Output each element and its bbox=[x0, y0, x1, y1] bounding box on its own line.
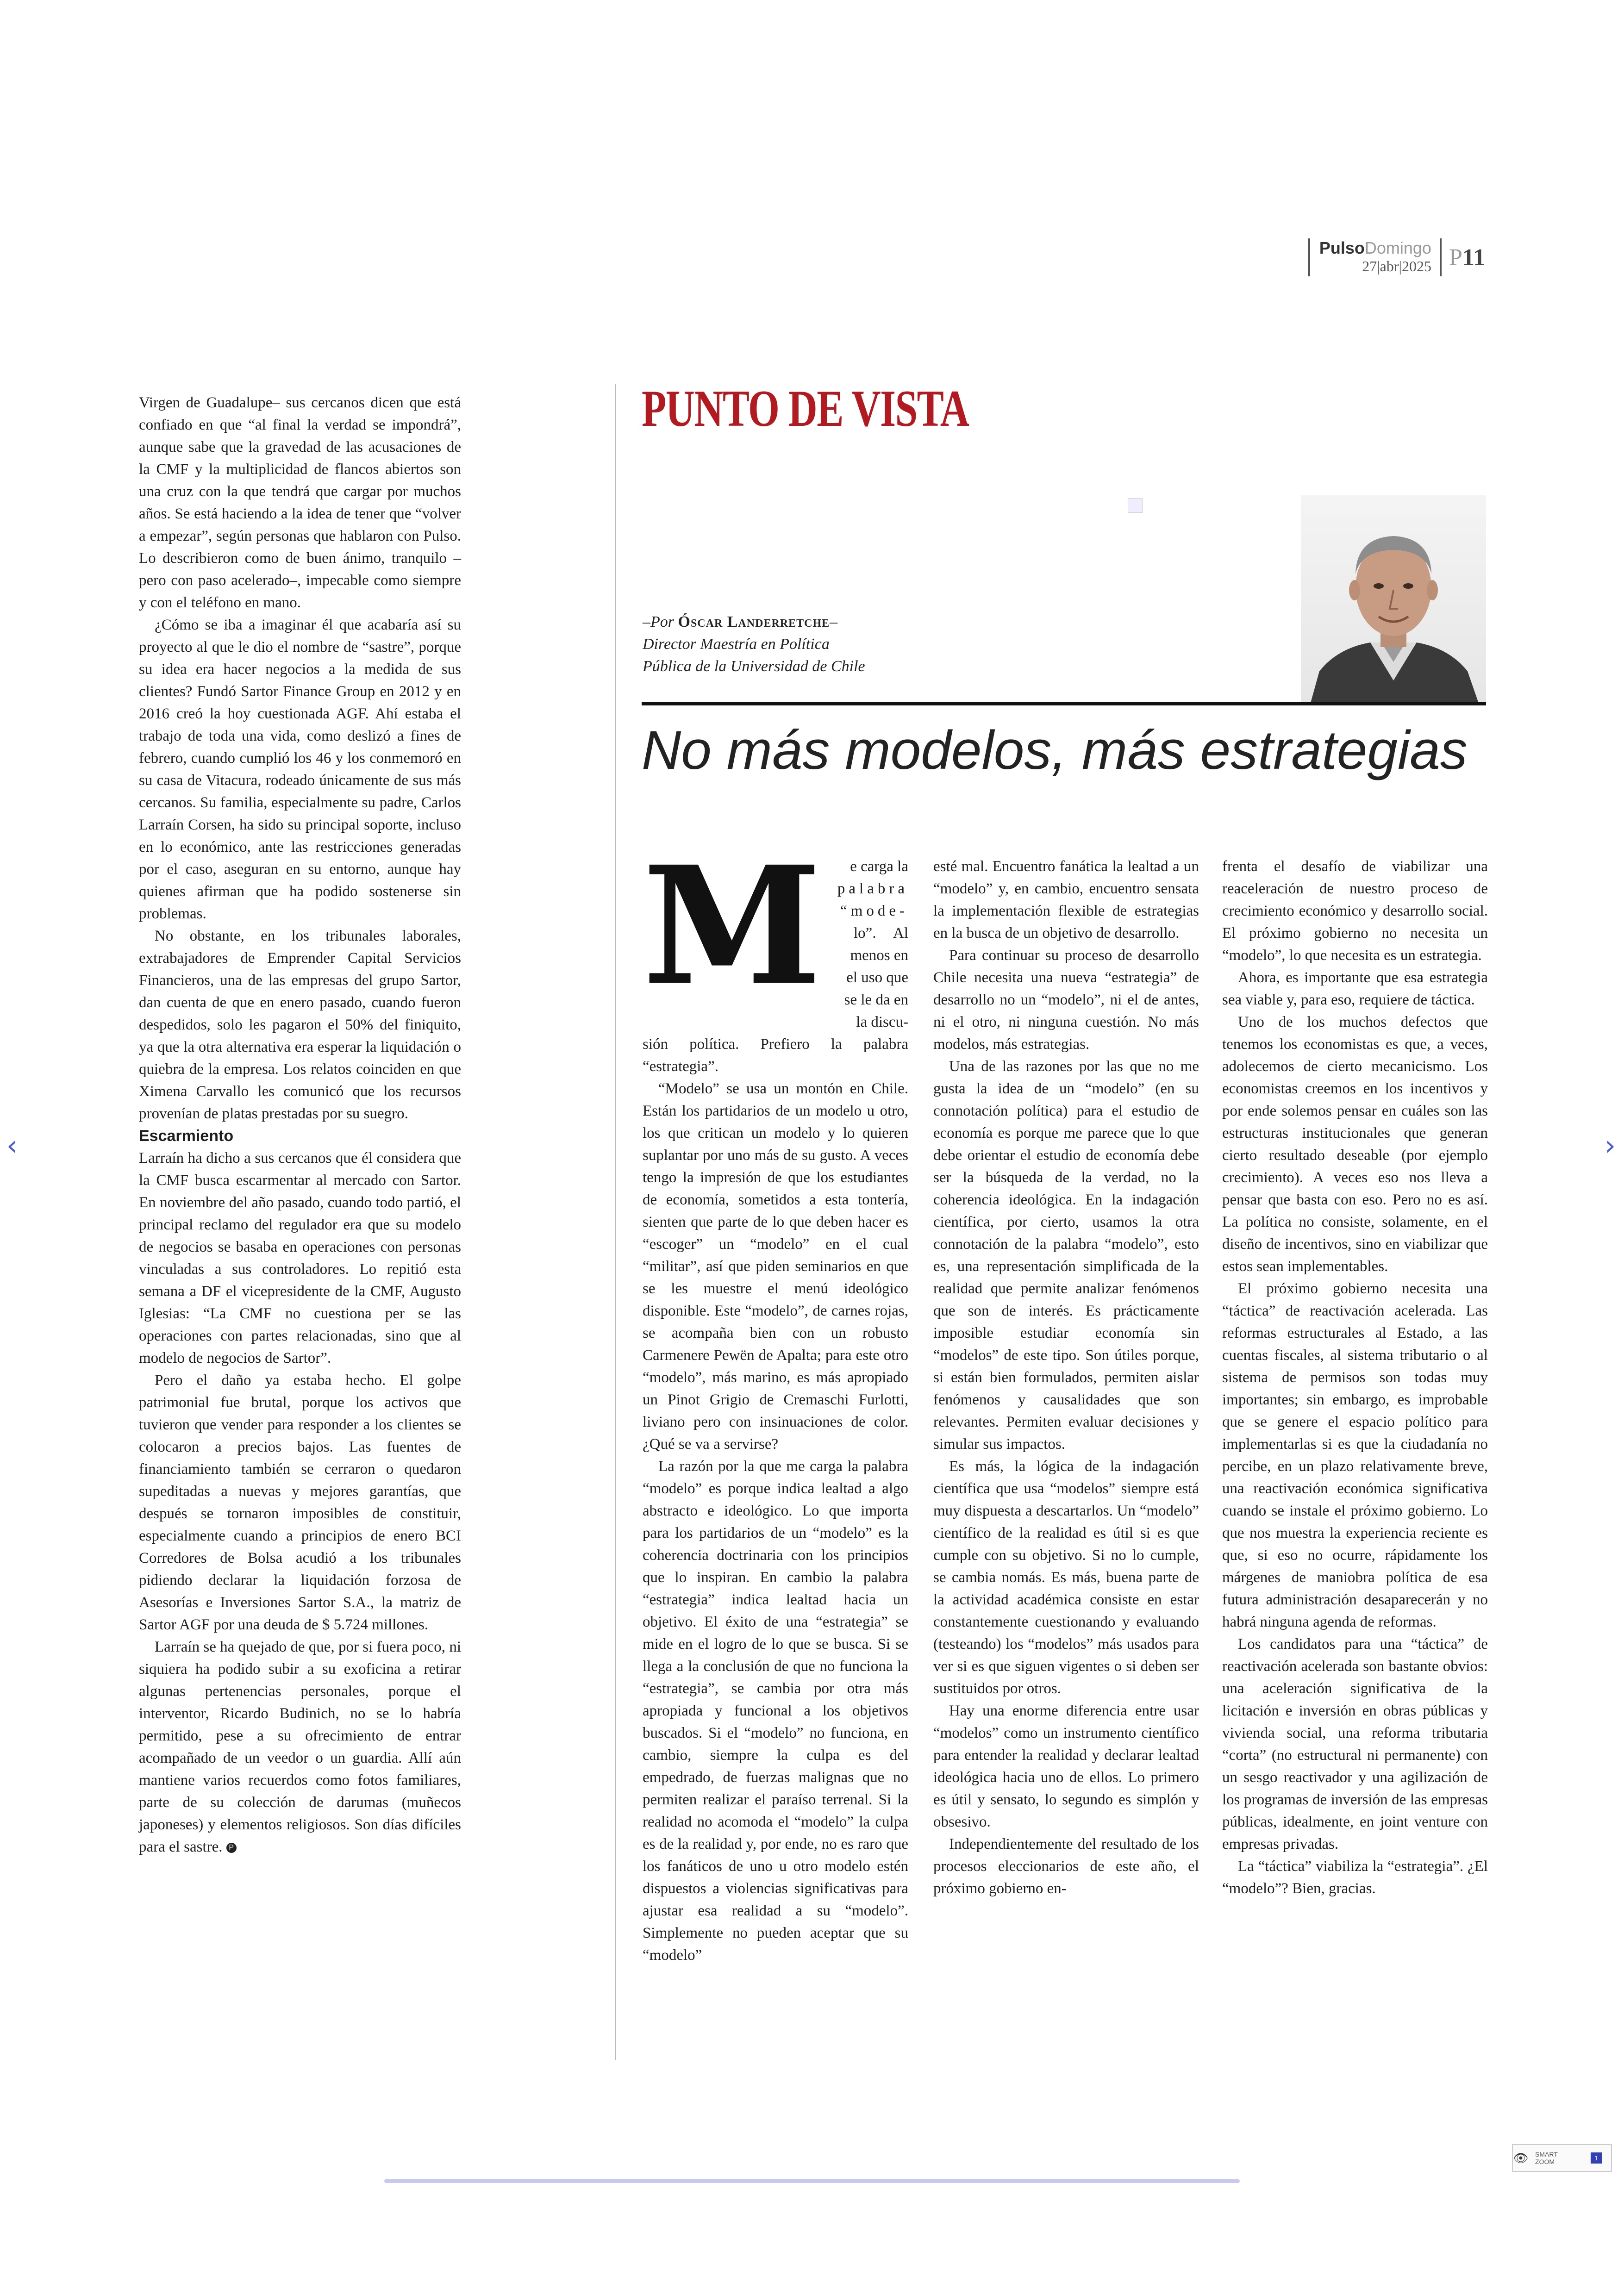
headline-rule bbox=[642, 702, 1486, 705]
opening-line: la discu- bbox=[856, 1014, 908, 1030]
masthead-divider bbox=[1308, 238, 1310, 276]
smart-zoom-button[interactable] bbox=[1512, 2144, 1612, 2172]
opinion-paragraph: Es más, la lógica de la indagación científica que usa “modelos” siempre está muy dispuesta a descartarlos. Un “modelo” científico de la realidad es útil si es que cumple con su objetivo. Si no lo cumple, se cambia nomás. Es más, buena parte de la actividad académica consiste en estar constantemente cuestionando y evaluando (testeando) los “modelos” más usados para ver si es que siguen vigentes o si deben ser sustituidos por otros. bbox=[933, 1458, 1199, 1697]
smart-zoom-label-line2: ZOOM bbox=[1535, 2158, 1555, 2165]
masthead-brand-block bbox=[1319, 239, 1431, 275]
section-subhead: Escarmiento bbox=[139, 1127, 234, 1145]
byline-author-line bbox=[643, 611, 865, 633]
opening-line: el uso que bbox=[846, 969, 908, 986]
opinion-paragraph: La razón por la que me carga la palabra “modelo” es porque indica lealtad a algo abstracto e ideológico. Lo que importa para los partidarios de un “modelo” es la coherencia doctrinaria con los principios que lo inspiran. En cambio la palabra “estrategia” indica lealtad hacia un objetivo. El éxito de una “estrategia” se mide en el logro de lo que se busca. Si se llega a la conclusión de que no funciona la “estrategia”, se cambia por otra más apropiada y funcional a los objetivos buscados. Si el “modelo” no funciona, en cambio, siempre la culpa es del empedrado, de fuerzas malignas que no permiten realizar el paraíso terrenal. Si la realidad no acomoda el “modelo” la culpa es de la realidad y, por ende, no es raro que los fanáticos de uno u otro modelo estén dispuestos a violencias significativas para ajustar esa realidad a su “modelo”. Simplemente no pueden aceptar que su “modelo” bbox=[643, 1458, 908, 1964]
opinion-paragraph: Los candidatos para una “táctica” de reactivación acelerada son bastante obvios: una aceleración significativa de la licitación e inversión en obras públicas y vivienda social, una reforma tributaria “corta” (no estructural ni permanente) con un sesgo reactivador y una agilización de los programas de inversión de las empresas públicas, idealmente, en joint venture con empresas privadas. bbox=[1222, 1636, 1488, 1852]
horizontal-scrollbar[interactable] bbox=[384, 2179, 1240, 2183]
author-portrait bbox=[1301, 495, 1486, 705]
opinion-paragraph: Una de las razones por las que no me gusta la idea de un “modelo” (en su connotación política) para el estudio de economía es porque me parece que lo que debe orientar el estudio de economía debe ser la búsqueda de la verdad, no la coherencia ideológica. En la indagación científica, por cierto, usamos la otra connotación de la palabra “modelo”, esto es, una representación simplificada de la realidad que permite analizar fenómenos que son de interés. Es prácticamente imposible estudiar economía sin “modelos” de este tipo. Son útiles porque, si están bien formulados, permiten aislar fenómenos y causalidades que son relevantes. Permiten evaluar decisiones y simular sus impactos. bbox=[933, 1058, 1199, 1453]
left-article-column bbox=[139, 392, 461, 1858]
smart-zoom-label bbox=[1529, 2151, 1591, 2165]
eye-icon: 👁 bbox=[1513, 2151, 1529, 2165]
opinion-paragraph: La “táctica” viabiliza la “estrategia”. ¿El “modelo”? Bien, gracias. bbox=[1222, 1858, 1488, 1897]
page-prefix: P bbox=[1449, 244, 1462, 271]
opening-line: menos en bbox=[850, 947, 908, 964]
left-paragraph: Pero el daño ya estaba hecho. El golpe patrimonial fue brutal, porque los activos que tuvieron que vender para responder a los clientes se colocaron a precios bajos. Las fuentes de financiamiento también se cerraron o quedaron supeditadas a nuevas y mejores garantías, que después se tornaron imposibles de constituir, especialmente cuando a principios de enero BCI Corredores de Bolsa acudió a los tribunales pidiendo declarar la liquidación forzosa de Asesorías e Inversiones Sartor S.A., la matriz de Sartor AGF por una deuda de $ 5.724 millones. bbox=[139, 1372, 461, 1633]
opinion-paragraph: “Modelo” se usa un montón en Chile. Están los partidarios de un modelo u otro, los que critican un modelo y lo quieren suplantar por uno más de su gusto. A veces tengo la impresión de que los estudiantes de economía, sometidos a esta tontería, sienten que parte de lo que deben hacer es “escoger” un “modelo” en el cual “militar”, así que piden seminarios en que se les muestre el menú ideológico disponible. Este “modelo”, de carnes rojas, se acompaña bien con un robusto Carmenere Pewën de Apalta; para este otro “modelo”, más marino, es más apropiado un Pinot Grigio de Cremaschi Furlotti, liviano pero con insinuaciones de color. ¿Qué se va a servirse? bbox=[643, 1080, 908, 1453]
opening-paragraph bbox=[643, 830, 908, 1078]
opening-line: e carga la bbox=[850, 858, 908, 875]
issue-date: 27|abr|2025 bbox=[1362, 258, 1431, 274]
byline-prefix: –Por bbox=[643, 613, 678, 630]
image-placeholder-icon bbox=[1128, 498, 1143, 513]
byline bbox=[643, 611, 865, 678]
page-number-value: 11 bbox=[1462, 244, 1485, 271]
opinion-paragraph: El próximo gobierno necesita una “táctica” de reactivación acelerada. Las reformas estructurales al Estado, a las cuentas fiscales, al sistema tributario o al sistema de permisos son todas muy importantes; sin embargo, es improbable que se genere el espacio político para implementarlas si es que la ciudadanía no percibe, en un plazo relativamente breve, una reactivación económica significativa cuando se instale el próximo gobierno. Lo que nos muestra la experiencia reciente es que, si eso no ocurre, rápidamente los márgenes de maniobra política de esa futura administración desaparecerán y no habrá ninguna agenda de reformas. bbox=[1222, 1280, 1488, 1630]
drop-cap: M bbox=[643, 830, 822, 1021]
opening-line: “mode- bbox=[840, 903, 908, 919]
author-photo bbox=[1301, 495, 1486, 705]
left-paragraph: Virgen de Guadalupe– sus cercanos dicen que está confiado en que “al final la verdad se impondrá”, aunque sabe que la gravedad de las acusaciones de la CMF y la multiplicidad de flancos abiertos son una cruz con la que tendrá que cargar por muchos años. Se está haciendo a la idea de tener que “volver a empezar”, según personas que hablaron con Pulso. Lo describieron como de buen ánimo, tranquilo –pero con paso acelerado–, impecable como siempre y con el teléfono en mano. bbox=[139, 394, 461, 611]
opinion-paragraph: esté mal. Encuentro fanática la lealtad a un “modelo” y, en cambio, encuentro sensata la implementación flexible de estrategias en la busca de un objetivo de desarrollo. bbox=[933, 858, 1199, 942]
opening-line-rest: sión política. Prefiero la palabra “estrategia”. bbox=[643, 1036, 908, 1075]
masthead bbox=[1308, 238, 1485, 276]
column-divider bbox=[615, 384, 616, 2060]
left-paragraph: Larraín ha dicho a sus cercanos que él considera que la CMF busca escarmentar al mercado con Sartor. En noviembre del año pasado, cuando todo partió, el principal reclamo del regulador era que su modelo de negocios se basaba en operaciones con personas vinculadas a sus controladores. Lo repitió esta semana a DF el vicepresidente de la CMF, Augusto Iglesias: “La CMF no cuestiona per se las operaciones con partes relacionadas, sino que al modelo de negocios de Sartor”. bbox=[139, 1150, 461, 1366]
brand-primary: Pulso bbox=[1319, 238, 1365, 257]
opinion-column-2 bbox=[933, 855, 1199, 1900]
left-paragraph: No obstante, en los tribunales laborales, extrabajadores de Emprender Capital Servicios Financieros, una de las empresas del grupo Sartor, dan cuenta de que en enero pasado, cuando fueron despedidos, solo les pagaron el 50% del finiquito, ya que la otra alternativa era esperar la liquidación o quiebra de la empresa. Los relatos coinciden en que Ximena Carvallo les comunicó que los recursos provenían de platas prestadas por su suegro. bbox=[139, 928, 461, 1122]
opinion-column-1 bbox=[643, 830, 908, 1966]
opinion-paragraph: Para continuar su proceso de desarrollo Chile necesita una nueva “estrategia” de desarrollo no un “modelo”, ni el de antes, ni el otro, ni ninguna cuestión. No más modelos, más estrategias. bbox=[933, 947, 1199, 1053]
author-affiliation: Pública de la Universidad de Chile bbox=[643, 658, 865, 675]
left-paragraph: ¿Cómo se iba a imaginar él que acabaría así su proyecto al que le dio el nombre de “sastre”, porque su idea era hacer negocios a la medida de sus clientes? Fundó Sartor Finance Group en 2012 y en 2016 creó la hoy cuestionada AGF. Ahí estaba el trabajo de toda una vida, como deslizó a fines de febrero, cuando cumplió los 46 y los conmemoró en su casa de Vitacura, rodeado únicamente de sus más cercanos. Su familia, especialmente su padre, Carlos Larraín Corsen, ha sido su principal soporte, incluso en lo económico, ante las restricciones generadas por el caso, aseguran en su entorno, aunque hay quienes afirman que ha podido sostenerse sin problemas. bbox=[139, 617, 461, 922]
brand-name bbox=[1319, 239, 1431, 257]
author-role: Director Maestría en Política bbox=[643, 636, 830, 653]
section-title: PUNTO DE VISTA bbox=[642, 380, 969, 437]
smart-zoom-label-line1: SMART bbox=[1535, 2151, 1558, 2158]
opinion-column-3 bbox=[1222, 855, 1488, 1900]
next-page-icon[interactable]: › bbox=[1605, 1129, 1616, 1162]
opinion-paragraph: Uno de los muchos defectos que tenemos los economistas es que, a veces, adolecemos de cierto mecanicismo. Los economistas creemos en los incentivos y por ende solemos pensar en cuáles son las estructuras institucionales que generan cierto resultado deseable (por ejemplo crecimiento). A veces eso nos lleva a pensar que basta con eso. Pero no es así. La política no consiste, solamente, en el diseño de incentivos, sino en viabilizar que estos sean implementables. bbox=[1222, 1014, 1488, 1275]
end-of-article-icon: P bbox=[226, 1843, 237, 1853]
opening-line: lo”. Al bbox=[854, 925, 908, 942]
opening-line: palabra bbox=[837, 880, 908, 897]
opinion-paragraph: Ahora, es importante que esa estrategia sea viable y, para eso, requiere de táctica. bbox=[1222, 969, 1488, 1008]
opinion-paragraph: Hay una enorme diferencia entre usar “modelos” como un instrumento científico para entender la realidad y declarar lealtad ideológica hacia uno de ellos. Lo primero es útil y sensato, lo segundo es simplón y obsesivo. bbox=[933, 1703, 1199, 1830]
previous-page-icon[interactable]: ‹ bbox=[6, 1129, 18, 1162]
smart-zoom-badge: 1 bbox=[1591, 2152, 1602, 2164]
opinion-paragraph: Independientemente del resultado de los procesos eleccionarios de este año, el próximo gobierno en- bbox=[933, 1836, 1199, 1897]
page-number bbox=[1449, 244, 1485, 271]
opinion-paragraph: frenta el desafío de viabilizar una reaceleración de nuestro proceso de crecimiento económico y desarrollo social. El próximo gobierno no necesita un “modelo”, lo que necesita es un estrategia. bbox=[1222, 858, 1488, 964]
brand-secondary: Domingo bbox=[1364, 238, 1431, 257]
left-paragraph-text: Larraín se ha quejado de que, por si fuera poco, ni siquiera ha podido subir a su exoficina a retirar algunas pertenencias personales, porque el interventor, Ricardo Budinich, no se lo habría permitido, pese a su ofrecimiento de entrar acompañado de un veedor o un guardia. Allí aún mantiene varios recuerdos como fotos familiares, parte de su colección de darumas (muñecos japoneses) y elementos religiosos. Son días difíciles para el sastre. bbox=[139, 1639, 461, 1855]
left-paragraph-final bbox=[139, 1636, 461, 1858]
author-name: Óscar Landerretche bbox=[678, 613, 830, 630]
article-headline: No más modelos, más estrategias bbox=[642, 720, 1468, 781]
masthead-divider-2 bbox=[1440, 238, 1442, 276]
byline-suffix: – bbox=[830, 613, 838, 630]
opening-line: se le da en bbox=[844, 992, 908, 1008]
